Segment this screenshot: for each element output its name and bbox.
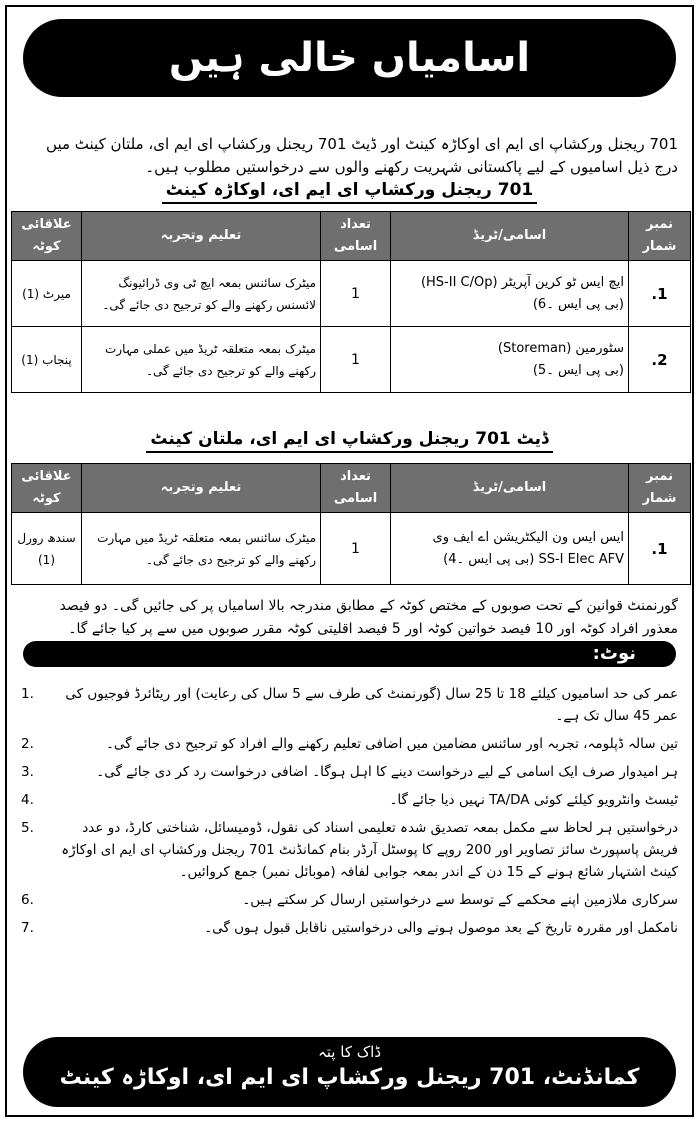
header-count: تعداد اسامی — [321, 464, 391, 513]
list-item: ہر امیدوار صرف ایک اسامی کے لیے درخواست دینے کا اہل ہوگا۔ اضافی درخواست رد کر دی جائے گی۔ 3. — [21, 764, 678, 780]
postal-address: کمانڈنٹ، 701 ریجنل ورکشاپ ای ایم ای، اوکاڑہ کینٹ — [59, 1065, 640, 1090]
list-item: ٹیسٹ وانٹرویو کیلئے کوئی TA/DA نہیں دیا جائے گا۔ 4. — [21, 792, 678, 808]
header-qualification: تعلیم وتجربہ — [82, 464, 321, 513]
header-serial: نمبر شمار — [629, 464, 691, 513]
regional-quota: میرٹ (1) — [12, 261, 82, 327]
table-header-row — [12, 212, 691, 261]
job-advertisement — [5, 5, 694, 1117]
header-serial: نمبر شمار — [629, 212, 691, 261]
list-item: درخواستیں ہر لحاظ سے مکمل بمعہ تصدیق شدہ تعلیمی اسناد کی نقول، ڈومیسائل، شناختی کارڈ، دو عدد فریش پاسپورٹ سائز تصاویر اور 200 روپے کا پوسٹل آرڈر بنام کمانڈنٹ 701 ریجنل ورکشاپ ای ایم ای اوکاڑہ کینٹ اشتہار شائع ہونے کے 15 دن کے اندر بمعہ جوابی لفافہ (موبائل نمبر) جمع کروائیں۔ 5. — [21, 820, 678, 880]
serial-number: 2. — [629, 327, 691, 393]
serial-number: 1. — [629, 513, 691, 585]
header-quota: علاقائی کوٹہ — [12, 464, 82, 513]
post-count: 1 — [321, 327, 391, 393]
notes-list — [21, 683, 678, 945]
header-post: اسامی/ٹریڈ — [391, 212, 629, 261]
header-quota: علاقائی کوٹہ — [12, 212, 82, 261]
section1-table — [11, 211, 691, 393]
title-banner: اسامیاں خالی ہیں — [23, 19, 676, 97]
note-banner: نوٹ: — [23, 641, 676, 667]
regional-quota: سندھ رورل (1) — [12, 513, 82, 585]
section2-heading: ڈیٹ 701 ریجنل ورکشاپ ای ایم ای، ملتان کینٹ — [7, 429, 692, 449]
serial-number: 1. — [629, 261, 691, 327]
intro-text: 701 ریجنل ورکشاپ ای ایم ای اوکاڑہ کینٹ اور ڈیٹ 701 ریجنل ورکشاپ ای ایم ای، ملتان کینٹ میں درج ذیل اسامیوں کے لیے پاکستانی شہریت رکھنے والوں سے درخواستیں مطلوب ہیں۔ — [46, 135, 678, 176]
table-row — [12, 513, 691, 585]
header-qualification: تعلیم وتجربہ — [82, 212, 321, 261]
section2-table — [11, 463, 691, 585]
table-row — [12, 261, 691, 327]
list-item: عمر کی حد اسامیوں کیلئے 18 تا 25 سال (گورنمنٹ کی طرف سے 5 سال کی رعایت) اور ریٹائرڈ فوجیوں کی عمر 45 سال تک ہے۔ 1. — [21, 686, 678, 724]
qualification: میٹرک سائنس بمعہ متعلقہ ٹریڈ میں مہارت رکھنے والے کو ترجیح دی جائے گی۔ — [82, 513, 321, 585]
address-banner — [23, 1037, 676, 1107]
address-label: ڈاک کا پتہ — [317, 1043, 381, 1061]
header-count: تعداد اسامی — [321, 212, 391, 261]
table-header-row — [12, 464, 691, 513]
qualification: میٹرک سائنس بمعہ ایچ ٹی وی ڈرائیونگ لائسنس رکھنے والے کو ترجیح دی جائے گی۔ — [82, 261, 321, 327]
quota-paragraph: گورنمنٹ قوانین کے تحت صوبوں کے مختص کوٹہ کے مطابق مندرجہ بالا اسامیاں پر کی جائیں گی۔ دو فیصد معذور افراد کوٹہ اور 10 فیصد خواتین کوٹہ اور 5 فیصد اقلیتی کوٹہ مقرر صوبوں میں سے پر کیا جائے گا۔ — [59, 598, 678, 637]
regional-quota: پنجاب (1) — [12, 327, 82, 393]
header-post: اسامی/ٹریڈ — [391, 464, 629, 513]
post-name: ایس ایس ون الیکٹریشن اے ایف وی SS-I Elec AFV (بی پی ایس ۔4) — [391, 513, 629, 585]
list-item: تین سالہ ڈپلومہ، تجربہ اور سائنس مضامین میں اضافی تعلیم رکھنے والے افراد کو ترجیح دی جائے گی۔ 2. — [21, 736, 678, 752]
post-count: 1 — [321, 261, 391, 327]
post-name: ایچ ایس ٹو کرین آپریٹر (HS-II C/Op) (بی پی ایس ۔6) — [391, 261, 629, 327]
qualification: میٹرک بمعہ متعلقہ ٹریڈ میں عملی مہارت رکھنے والے کو ترجیح دی جائے گی۔ — [82, 327, 321, 393]
list-item: نامکمل اور مقررہ تاریخ کے بعد موصول ہونے والی درخواستیں ناقابل قبول ہوں گی۔ 7. — [21, 920, 678, 936]
post-name: سٹورمین (Storeman) (بی پی ایس ۔5) — [391, 327, 629, 393]
table-row — [12, 327, 691, 393]
post-count: 1 — [321, 513, 391, 585]
section1-heading: 701 ریجنل ورکشاپ ای ایم ای، اوکاڑہ کینٹ — [7, 179, 692, 200]
list-item: سرکاری ملازمین اپنے محکمے کے توسط سے درخواستیں ارسال کر سکتے ہیں۔ 6. — [21, 892, 678, 908]
